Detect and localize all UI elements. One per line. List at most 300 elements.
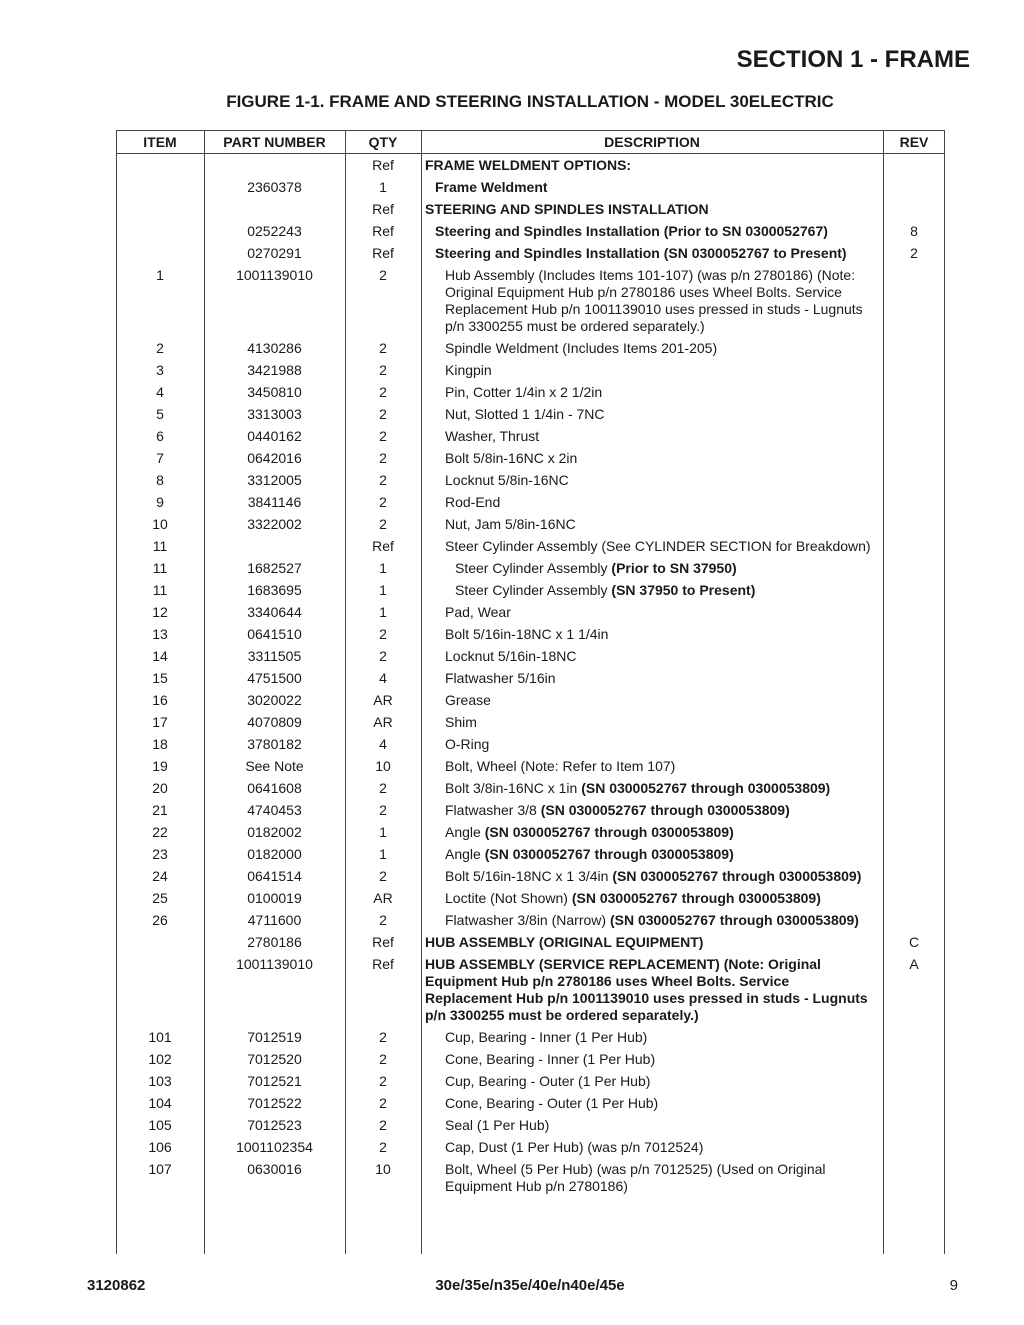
doc-number: 3120862 xyxy=(87,1277,146,1294)
revision xyxy=(883,670,945,687)
section-title: SECTION 1 - FRAME xyxy=(736,46,970,73)
part-number: 3450810 xyxy=(247,384,302,400)
description xyxy=(421,1051,883,1068)
part-number xyxy=(204,157,345,174)
revision: 2 xyxy=(910,245,918,261)
table-row xyxy=(116,755,945,777)
description xyxy=(421,670,883,687)
description xyxy=(421,846,883,863)
serial-range-note: (Prior to SN 37950) xyxy=(611,560,737,576)
description-text: Cone, Bearing - Inner (1 Per Hub) xyxy=(445,1051,656,1067)
table-row xyxy=(116,865,945,887)
quantity: 2 xyxy=(379,384,387,400)
description-text: Steer Cylinder Assembly (See CYLINDER SECTION for Breakdown) xyxy=(445,538,871,554)
revision xyxy=(883,824,945,841)
quantity: 10 xyxy=(375,758,391,774)
description xyxy=(421,582,883,599)
description-text: Rod-End xyxy=(445,494,501,510)
description-text: Pin, Cotter 1/4in x 2 1/2in xyxy=(445,384,603,400)
quantity: 2 xyxy=(379,1051,387,1067)
table-row xyxy=(116,513,945,535)
description xyxy=(421,362,883,379)
table-row xyxy=(116,337,945,359)
item-number xyxy=(116,934,204,951)
description-text: Locknut 5/8in-16NC xyxy=(445,472,569,488)
part-number: 7012519 xyxy=(247,1029,302,1045)
part-number: 0270291 xyxy=(247,245,302,261)
quantity: 2 xyxy=(379,780,387,796)
item-number: 10 xyxy=(152,516,168,532)
part-number: 4740453 xyxy=(247,802,302,818)
description-text: Angle xyxy=(445,824,485,840)
revision xyxy=(883,201,945,218)
figure-title: FIGURE 1-1. FRAME AND STEERING INSTALLATION - MODEL 30ELECTRIC xyxy=(226,92,834,111)
description xyxy=(421,179,883,196)
revision xyxy=(883,560,945,577)
description xyxy=(421,714,883,731)
item-number xyxy=(116,201,204,218)
table-row xyxy=(116,381,945,403)
item-number: 23 xyxy=(152,846,168,862)
part-number: 3421988 xyxy=(247,362,302,378)
quantity: 2 xyxy=(379,1095,387,1111)
serial-range-note: (SN 0300052767 through 0300053809) xyxy=(540,802,790,818)
table-row xyxy=(116,579,945,601)
table-row xyxy=(116,176,945,198)
part-number: 3841146 xyxy=(247,494,302,510)
description xyxy=(421,223,883,240)
description-text: Locknut 5/16in-18NC xyxy=(445,648,577,664)
quantity: Ref xyxy=(372,538,394,554)
item-number: 8 xyxy=(156,472,164,488)
table-row xyxy=(116,601,945,623)
column-header-item: ITEM xyxy=(143,134,177,150)
quantity: Ref xyxy=(372,223,394,239)
part-number: 3312005 xyxy=(247,472,302,488)
quantity: 2 xyxy=(379,1029,387,1045)
table-row xyxy=(116,1114,945,1136)
table-row xyxy=(116,359,945,381)
table-row xyxy=(116,1092,945,1114)
part-number: 3340644 xyxy=(247,604,302,620)
description xyxy=(421,1139,883,1156)
description-text: Spindle Weldment (Includes Items 201-205) xyxy=(445,340,718,356)
revision xyxy=(883,912,945,929)
serial-range-note: (SN 0300052767 through 0300053809) xyxy=(484,824,734,840)
description xyxy=(421,516,883,533)
revision xyxy=(883,1095,945,1112)
description-text: FRAME WELDMENT OPTIONS: xyxy=(425,157,632,173)
serial-range-note: (SN 0300052767 through 0300053809) xyxy=(609,912,859,928)
column-header-description: DESCRIPTION xyxy=(604,134,700,150)
description-text: Hub Assembly (Includes Items 101-107) (was p/n 2780186) (Note: Original Equipment Hub p/n 2780186 uses Wheel Bolts. Service Replacement Hub p/n 1001139010 uses pressed in studs - Lugnuts p/n 3300255 must be ordered separately.) xyxy=(445,267,863,334)
quantity: 2 xyxy=(379,1073,387,1089)
quantity: 1 xyxy=(379,824,387,840)
revision xyxy=(883,450,945,467)
description-text: Nut, Slotted 1 1/4in - 7NC xyxy=(445,406,605,422)
quantity: 1 xyxy=(379,604,387,620)
table-header xyxy=(116,130,945,154)
description xyxy=(421,1095,883,1112)
part-number: 2360378 xyxy=(247,179,302,195)
quantity: 2 xyxy=(379,267,387,283)
item-number xyxy=(116,157,204,174)
item-number: 26 xyxy=(152,912,168,928)
quantity: AR xyxy=(373,714,393,730)
description-text: Steering and Spindles Installation (SN 0300052767 to Present) xyxy=(435,245,847,261)
revision xyxy=(883,406,945,423)
table-row xyxy=(116,491,945,513)
table-body xyxy=(116,154,945,1197)
description-text: Pad, Wear xyxy=(445,604,511,620)
serial-range-note: (SN 0300052767 through 0300053809) xyxy=(612,868,862,884)
item-number: 107 xyxy=(148,1161,172,1177)
item-number: 103 xyxy=(148,1073,172,1089)
description-text: STEERING AND SPINDLES INSTALLATION xyxy=(425,201,709,217)
table-row xyxy=(116,425,945,447)
item-number: 11 xyxy=(152,560,168,576)
part-number: 0100019 xyxy=(247,890,302,906)
part-number: 1001102354 xyxy=(236,1139,313,1155)
description xyxy=(421,1161,883,1195)
description-text: Bolt 5/16in-18NC x 1 3/4in xyxy=(445,868,613,884)
serial-range-note: (SN 0300052767 through 0300053809) xyxy=(571,890,821,906)
description-text: Cup, Bearing - Outer (1 Per Hub) xyxy=(445,1073,651,1089)
revision xyxy=(883,362,945,379)
table-row xyxy=(116,447,945,469)
description-text: Steer Cylinder Assembly xyxy=(455,560,612,576)
table-border-right xyxy=(944,130,945,1254)
part-number: 7012522 xyxy=(247,1095,302,1111)
quantity: 2 xyxy=(379,1139,387,1155)
revision: A xyxy=(909,956,919,972)
quantity: 2 xyxy=(379,912,387,928)
part-number: 0182002 xyxy=(247,824,302,840)
part-number: 3020022 xyxy=(247,692,302,708)
quantity: 2 xyxy=(379,472,387,488)
quantity: 2 xyxy=(379,494,387,510)
description-text: Washer, Thrust xyxy=(445,428,540,444)
table-row xyxy=(116,931,945,953)
table-row xyxy=(116,198,945,220)
part-number: 0641514 xyxy=(247,868,302,884)
revision xyxy=(883,179,945,196)
table-row xyxy=(116,154,945,176)
table-row xyxy=(116,821,945,843)
item-number: 13 xyxy=(152,626,168,642)
item-number: 21 xyxy=(152,802,168,818)
revision xyxy=(883,1073,945,1090)
revision xyxy=(883,626,945,643)
description xyxy=(421,201,883,218)
item-number: 11 xyxy=(152,538,168,554)
description-text: Angle xyxy=(445,846,485,862)
table-row xyxy=(116,469,945,491)
part-number: 4711600 xyxy=(247,912,302,928)
table-row xyxy=(116,887,945,909)
quantity: 2 xyxy=(379,340,387,356)
item-number: 12 xyxy=(152,604,168,620)
description xyxy=(421,692,883,709)
description xyxy=(421,1029,883,1046)
column-header-qty: QTY xyxy=(368,134,398,150)
table-row xyxy=(116,843,945,865)
part-number: 7012520 xyxy=(247,1051,302,1067)
part-number: See Note xyxy=(245,758,304,774)
revision xyxy=(883,538,945,555)
item-number: 18 xyxy=(152,736,168,752)
part-number: 0642016 xyxy=(247,450,302,466)
part-number: 7012521 xyxy=(247,1073,302,1089)
item-number: 15 xyxy=(152,670,168,686)
revision xyxy=(883,846,945,863)
description xyxy=(421,802,883,819)
description xyxy=(421,560,883,577)
quantity: 2 xyxy=(379,450,387,466)
table-row xyxy=(116,733,945,755)
revision xyxy=(883,868,945,885)
description-text: Bolt 3/8in-16NC x 1in xyxy=(445,780,582,796)
table-row xyxy=(116,264,945,337)
description xyxy=(421,245,883,262)
description xyxy=(421,406,883,423)
table-row xyxy=(116,623,945,645)
description xyxy=(421,604,883,621)
description xyxy=(421,538,883,555)
description xyxy=(421,824,883,841)
item-number: 11 xyxy=(152,582,168,598)
description xyxy=(421,648,883,665)
description-text: Bolt, Wheel (5 Per Hub) (was p/n 7012525) (Used on Original Equipment Hub p/n 2780186) xyxy=(445,1161,826,1194)
revision xyxy=(883,1029,945,1046)
description-text: Steering and Spindles Installation (Prior to SN 0300052767) xyxy=(435,223,828,239)
table-row xyxy=(116,1048,945,1070)
table-row xyxy=(116,535,945,557)
parts-table xyxy=(116,130,945,1254)
table-row xyxy=(116,909,945,931)
description-text: Seal (1 Per Hub) xyxy=(445,1117,550,1133)
column-header-part-number: PART NUMBER xyxy=(223,134,326,150)
page-number: 9 xyxy=(949,1277,958,1294)
item-number: 102 xyxy=(148,1051,172,1067)
item-number: 5 xyxy=(156,406,164,422)
table-row xyxy=(116,667,945,689)
revision xyxy=(883,692,945,709)
item-number xyxy=(116,956,204,1024)
description xyxy=(421,1073,883,1090)
revision xyxy=(883,1051,945,1068)
description-text: O-Ring xyxy=(445,736,490,752)
serial-range-note: (SN 37950 to Present) xyxy=(611,582,756,598)
part-number: 4130286 xyxy=(247,340,302,356)
revision xyxy=(883,604,945,621)
revision xyxy=(883,157,945,174)
description xyxy=(421,384,883,401)
description xyxy=(421,934,883,951)
revision xyxy=(883,802,945,819)
part-number: 1682527 xyxy=(247,560,302,576)
description-text: Flatwasher 3/8in (Narrow) xyxy=(445,912,610,928)
quantity: AR xyxy=(373,890,393,906)
part-number: 3322002 xyxy=(247,516,302,532)
description xyxy=(421,626,883,643)
part-number: 0182000 xyxy=(247,846,302,862)
description-text: Cone, Bearing - Outer (1 Per Hub) xyxy=(445,1095,659,1111)
description-text: Cup, Bearing - Inner (1 Per Hub) xyxy=(445,1029,648,1045)
revision xyxy=(883,780,945,797)
description-text: Frame Weldment xyxy=(435,179,548,195)
description-text: Flatwasher 3/8 xyxy=(445,802,541,818)
part-number: 0440162 xyxy=(247,428,302,444)
quantity: 2 xyxy=(379,406,387,422)
description xyxy=(421,267,883,335)
part-number: 0252243 xyxy=(247,223,302,239)
description xyxy=(421,780,883,797)
part-number: 4070809 xyxy=(247,714,302,730)
serial-range-note: (SN 0300052767 through 0300053809) xyxy=(581,780,831,796)
part-number xyxy=(204,538,345,555)
quantity: AR xyxy=(373,692,393,708)
item-number: 105 xyxy=(148,1117,172,1133)
quantity: Ref xyxy=(372,956,394,972)
description xyxy=(421,956,883,1024)
description-text: Nut, Jam 5/8in-16NC xyxy=(445,516,576,532)
description-text: Shim xyxy=(445,714,477,730)
part-number: 4751500 xyxy=(247,670,302,686)
description xyxy=(421,428,883,445)
description-text: Bolt, Wheel (Note: Refer to Item 107) xyxy=(445,758,676,774)
item-number: 24 xyxy=(152,868,168,884)
item-number: 101 xyxy=(148,1029,172,1045)
description-text: HUB ASSEMBLY (ORIGINAL EQUIPMENT) xyxy=(425,934,704,950)
revision xyxy=(883,736,945,753)
description-text: Bolt 5/8in-16NC x 2in xyxy=(445,450,578,466)
description xyxy=(421,912,883,929)
table-row xyxy=(116,799,945,821)
revision xyxy=(883,516,945,533)
description xyxy=(421,157,883,174)
item-number: 104 xyxy=(148,1095,172,1111)
revision xyxy=(883,472,945,489)
table-row xyxy=(116,220,945,242)
part-number: 3311505 xyxy=(247,648,302,664)
column-divider xyxy=(883,130,884,1254)
revision xyxy=(883,648,945,665)
revision: 8 xyxy=(910,223,918,239)
part-number: 3780182 xyxy=(247,736,302,752)
item-number: 17 xyxy=(152,714,168,730)
description-text: Bolt 5/16in-18NC x 1 1/4in xyxy=(445,626,609,642)
item-number: 16 xyxy=(152,692,168,708)
item-number xyxy=(116,223,204,240)
model-list: 30e/35e/n35e/40e/n40e/45e xyxy=(435,1277,625,1294)
table-row xyxy=(116,1136,945,1158)
revision xyxy=(883,582,945,599)
column-divider xyxy=(421,130,422,1254)
description xyxy=(421,890,883,907)
quantity: 2 xyxy=(379,802,387,818)
table-row xyxy=(116,689,945,711)
revision xyxy=(883,340,945,357)
revision xyxy=(883,384,945,401)
item-number: 2 xyxy=(156,340,164,356)
description xyxy=(421,758,883,775)
quantity: 4 xyxy=(379,670,387,686)
quantity: 1 xyxy=(379,846,387,862)
description-text: Cap, Dust (1 Per Hub) (was p/n 7012524) xyxy=(445,1139,704,1155)
quantity: 2 xyxy=(379,428,387,444)
item-number xyxy=(116,179,204,196)
part-number: 1001139010 xyxy=(236,956,313,972)
part-number: 1683695 xyxy=(247,582,302,598)
item-number: 9 xyxy=(156,494,164,510)
table-row xyxy=(116,1026,945,1048)
quantity: 2 xyxy=(379,1117,387,1133)
part-number: 7012523 xyxy=(247,1117,302,1133)
revision xyxy=(883,1139,945,1156)
description xyxy=(421,450,883,467)
column-divider xyxy=(345,130,346,1254)
description xyxy=(421,736,883,753)
item-number: 3 xyxy=(156,362,164,378)
description xyxy=(421,340,883,357)
item-number: 7 xyxy=(156,450,164,466)
revision xyxy=(883,428,945,445)
quantity: 1 xyxy=(379,179,387,195)
table-row xyxy=(116,711,945,733)
item-number: 25 xyxy=(152,890,168,906)
quantity: 2 xyxy=(379,868,387,884)
table-row xyxy=(116,1070,945,1092)
part-number: 0641510 xyxy=(247,626,302,642)
item-number: 22 xyxy=(152,824,168,840)
revision xyxy=(883,714,945,731)
item-number: 20 xyxy=(152,780,168,796)
serial-range-note: (SN 0300052767 through 0300053809) xyxy=(484,846,734,862)
part-number: 0641608 xyxy=(247,780,302,796)
column-header-rev: REV xyxy=(899,134,929,150)
revision xyxy=(883,494,945,511)
revision xyxy=(883,267,945,335)
quantity: Ref xyxy=(372,157,394,173)
quantity: 2 xyxy=(379,626,387,642)
part-number: 0630016 xyxy=(247,1161,302,1177)
description-text: Kingpin xyxy=(445,362,492,378)
table-row xyxy=(116,403,945,425)
quantity: 1 xyxy=(379,582,387,598)
table-row xyxy=(116,953,945,1026)
table-border-left xyxy=(116,130,117,1254)
description xyxy=(421,868,883,885)
table-row xyxy=(116,1158,945,1197)
description xyxy=(421,1117,883,1134)
quantity: 2 xyxy=(379,362,387,378)
part-number xyxy=(204,201,345,218)
quantity: Ref xyxy=(372,245,394,261)
quantity: Ref xyxy=(372,934,394,950)
quantity: 2 xyxy=(379,516,387,532)
part-number: 1001139010 xyxy=(236,267,313,283)
quantity: 1 xyxy=(379,560,387,576)
description-text: Flatwasher 5/16in xyxy=(445,670,556,686)
revision xyxy=(883,1117,945,1134)
table-row xyxy=(116,645,945,667)
description xyxy=(421,494,883,511)
description-text: Steer Cylinder Assembly xyxy=(455,582,612,598)
item-number: 6 xyxy=(156,428,164,444)
column-divider xyxy=(204,130,205,1254)
item-number: 19 xyxy=(152,758,168,774)
